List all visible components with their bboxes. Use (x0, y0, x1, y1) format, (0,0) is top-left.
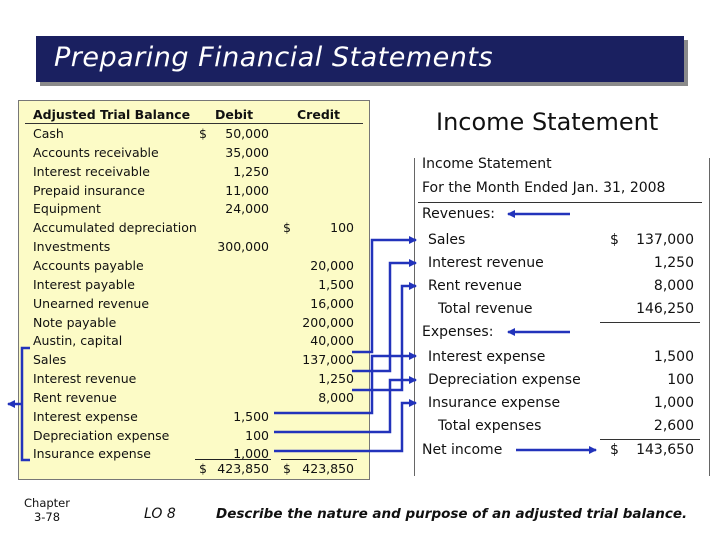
account-name: Rent revenue (33, 389, 117, 405)
credit-amount: 8,000 (318, 389, 354, 405)
debit-amount: 100 (245, 427, 269, 443)
is-revenues-line (414, 204, 710, 226)
trial-balance-row (19, 388, 369, 407)
expense-value: 1,000 (653, 395, 694, 411)
credit-amount: 20,000 (310, 257, 354, 273)
slide-title-bar (36, 36, 684, 82)
trial-balance-header (19, 105, 369, 124)
is-revenue-item (414, 276, 710, 298)
account-name: Insurance expense (33, 446, 151, 462)
trial-balance-row (19, 294, 369, 313)
trial-balance-row (19, 350, 369, 369)
debit-amount: 35,000 (225, 144, 269, 160)
is-revenues-label: Revenues: (422, 206, 495, 222)
expense-value: 100 (667, 372, 694, 388)
account-name: Note payable (33, 314, 117, 330)
is-revenue-item (414, 230, 710, 252)
expense-value: 1,500 (653, 349, 694, 365)
debit-amount: 24,000 (225, 201, 269, 217)
total-credit: 423,850 (302, 461, 354, 476)
header-credit: Credit (297, 107, 341, 122)
trial-balance-row (19, 369, 369, 388)
revenue-value: 8,000 (653, 278, 694, 294)
account-name: Accumulated depreciation (33, 220, 197, 236)
is-expense-item (414, 370, 710, 392)
total-debit-symbol: $ (199, 461, 207, 476)
credit-amount: 1,250 (318, 371, 354, 387)
is-title-line (414, 154, 710, 176)
credit-amount: 137,000 (302, 352, 354, 368)
net-income-value: 143,650 (636, 442, 694, 458)
header-account: Adjusted Trial Balance (33, 107, 191, 122)
debit-amount: 1,500 (233, 408, 269, 424)
revenue-symbol: $ (610, 232, 619, 248)
chapter-label (22, 496, 72, 524)
net-income-label: Net income (422, 442, 503, 458)
trial-balance-row (19, 256, 369, 275)
revenue-label: Sales (428, 232, 466, 248)
is-expenses-label: Expenses: (422, 324, 494, 340)
is-total-expenses-line (414, 416, 710, 438)
expense-label: Insurance expense (428, 395, 561, 411)
total-credit-symbol: $ (283, 461, 291, 476)
is-period: For the Month Ended Jan. 31, 2008 (422, 180, 666, 196)
debit-symbol: $ (199, 126, 207, 141)
is-header-underline (418, 202, 702, 203)
account-name: Austin, capital (33, 333, 123, 349)
credit-amount: 100 (330, 220, 354, 236)
net-income-symbol: $ (610, 442, 619, 458)
account-name: Interest receivable (33, 163, 150, 179)
is-revenue-item (414, 253, 710, 275)
trial-balance-row (19, 313, 369, 332)
is-net-income-line (414, 440, 710, 462)
header-debit: Debit (215, 107, 254, 122)
trial-balance-row (19, 407, 369, 426)
credit-total-line (281, 459, 357, 460)
slide-title: Preparing Financial Statements (54, 42, 494, 73)
trial-balance-totals (19, 459, 369, 478)
trial-balance-row (19, 143, 369, 162)
total-debit: 423,850 (217, 461, 269, 476)
debit-amount: 50,000 (225, 126, 269, 141)
account-name: Accounts receivable (33, 144, 159, 160)
debit-amount: 300,000 (217, 239, 269, 255)
trial-balance-row (19, 199, 369, 218)
total-revenue-value: 146,250 (636, 301, 694, 317)
account-name: Unearned revenue (33, 295, 150, 311)
trial-balance-row (19, 275, 369, 294)
account-name: Depreciation expense (33, 427, 170, 443)
trial-balance-row (19, 237, 369, 256)
is-expense-item (414, 393, 710, 415)
credit-amount: 1,500 (318, 276, 354, 292)
trial-balance-row (19, 218, 369, 237)
is-expenses-line (414, 322, 710, 344)
footer-description: Describe the nature and purpose of an adjusted trial balance. (216, 506, 688, 522)
credit-amount: 16,000 (310, 295, 354, 311)
account-name: Sales (33, 352, 67, 368)
credit-symbol: $ (283, 220, 291, 236)
credit-amount: 40,000 (310, 333, 354, 349)
account-name: Cash (33, 126, 64, 141)
learning-objective: LO 8 (144, 506, 176, 522)
account-name: Investments (33, 239, 111, 255)
total-expenses-value: 2,600 (653, 418, 694, 434)
is-expense-item (414, 347, 710, 369)
account-name: Interest expense (33, 408, 138, 424)
trial-balance-row (19, 181, 369, 200)
chapter-line-2: 3-78 (33, 510, 61, 524)
expense-label: Depreciation expense (428, 372, 581, 388)
chapter-line-1: Chapter (24, 496, 70, 510)
account-name: Interest payable (33, 276, 135, 292)
trial-balance-row (19, 331, 369, 350)
trial-balance-panel (18, 100, 370, 480)
credit-amount: 200,000 (302, 314, 354, 330)
revenue-value: 137,000 (636, 232, 694, 248)
is-period-line (414, 178, 710, 200)
debit-amount: 11,000 (225, 182, 269, 198)
total-expenses-label: Total expenses (438, 418, 542, 434)
debit-total-line (195, 459, 271, 460)
is-title: Income Statement (422, 156, 552, 172)
debit-amount: 1,000 (233, 446, 269, 462)
revenue-label: Interest revenue (428, 255, 544, 271)
trial-balance-row (19, 124, 369, 143)
total-revenue-label: Total revenue (438, 301, 533, 317)
revenue-value: 1,250 (653, 255, 694, 271)
account-name: Accounts payable (33, 257, 144, 273)
trial-balance-row (19, 426, 369, 445)
trial-balance-row (19, 162, 369, 181)
account-name: Equipment (33, 201, 101, 217)
expense-label: Interest expense (428, 349, 546, 365)
is-total-revenue-line (414, 299, 710, 321)
account-name: Interest revenue (33, 371, 137, 387)
revenue-label: Rent revenue (428, 278, 522, 294)
account-name: Prepaid insurance (33, 182, 145, 198)
income-statement-heading: Income Statement (436, 108, 659, 136)
income-statement-panel (414, 152, 710, 474)
debit-amount: 1,250 (233, 163, 269, 179)
